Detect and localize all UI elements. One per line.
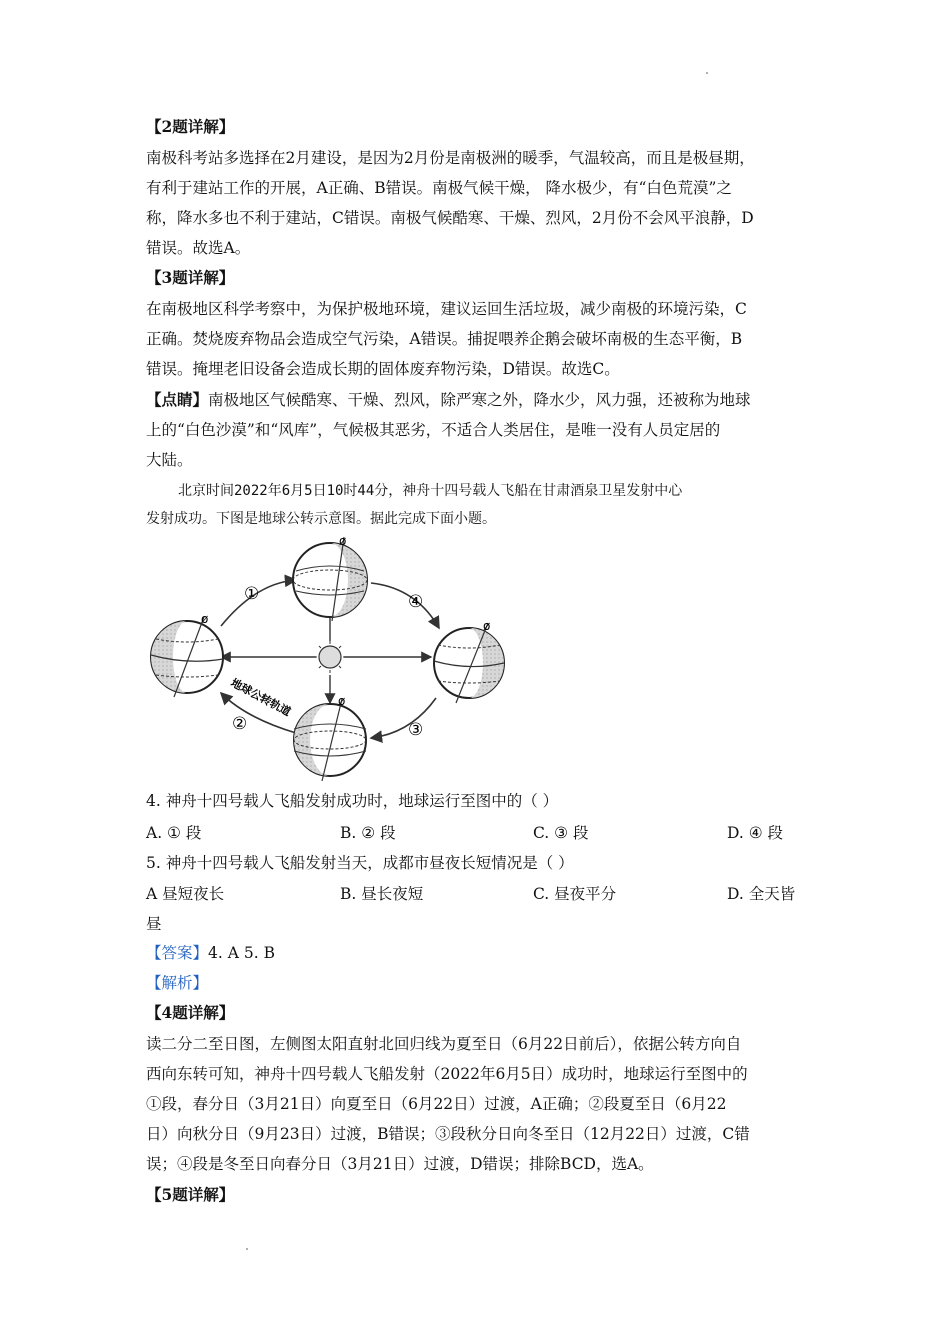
orbit-arc-3 [371,698,436,738]
sun-icon [314,641,346,673]
q4-option-a: A. ① 段 [146,824,202,842]
q4-option-d: D. ④ 段 [727,824,784,842]
q5-option-d-wrap: 昼 [146,915,162,933]
segment-label-1: ① [244,584,260,604]
q3-line-2: 正确。焚烧废弃物品会造成空气污染，A错误。捕捉喂养企鹅会破坏南极的生态平衡，B [146,330,743,348]
q2-line-3: 称，降水多也不利于建站，C错误。南极气候酷寒、干燥、烈风，2月份不会风平浪静，D [146,209,754,227]
intro-line-1: 北京时间2022年6月5日10时44分，神舟十四号载人飞船在甘肃酒泉卫星发射中心 [178,483,683,499]
analysis-label: 【解析】 [146,974,209,992]
segment-label-2: ② [232,714,248,734]
q5-option-b: B. 昼长夜短 [340,885,424,903]
axis-mark-left: ø [201,612,209,626]
segment-label-3: ③ [408,720,424,740]
q4-line-4: 日）向秋分日（9月23日）过渡，B错误；③段秋分日向冬至日（12月22日）过渡，C错 [146,1125,750,1143]
orbit-label: 地球公转轨道 [228,676,293,719]
q5-detail-header: 【5题详解】 [146,1185,235,1204]
answer-label: 【答案】 [146,944,209,962]
q4-line-1: 读二分二至日图，左侧图太阳直射北回归线为夏至日（6月22日前后），依据公转方向自 [146,1035,742,1053]
q3-detail-header: 【3题详解】 [146,268,235,287]
q3-line-3: 错误。掩埋老旧设备会造成长期的固体废弃物污染，D错误。故选C。 [146,360,620,378]
q5-option-c: C. 昼夜平分 [533,885,617,903]
q3-line-1: 在南极地区科学考察中，为保护极地环境，建议运回生活垃圾，减少南极的环境污染，C [146,300,747,318]
q4-option-b: B. ② 段 [340,824,396,842]
q4-detail-header: 【4题详解】 [146,1003,235,1022]
q4-line-2: 西向东转可知，神舟十四号载人飞船发射（2022年6月5日）成功时，地球运行至图中的 [146,1065,748,1083]
tip-line-3: 大陆。 [146,451,193,469]
q2-line-4: 错误。故选A。 [146,239,251,257]
axis-mark-bottom: ø [338,694,346,708]
q4-option-c: C. ③ 段 [533,824,589,842]
q5-option-d: D. 全天皆 [727,885,796,903]
q5-option-a: A 昼短夜长 [146,885,225,903]
globe-bottom [294,694,366,781]
segment-label-4: ④ [408,592,424,612]
tip-line-2: 上的“白色沙漠”和“风库”，气候极其恶劣，不适合人类居住，是唯一没有人员定居的 [146,421,721,439]
axis-mark-right: ø [483,619,491,633]
scan-speck-bottom [246,1248,248,1250]
globe-left [151,612,223,697]
answer-text: 4. A 5. B [208,944,275,962]
earth-revolution-diagram [146,533,556,783]
orbit-arc-4 [371,583,439,628]
q2-detail-header: 【2题详解】 [146,117,235,136]
answer-line [146,943,275,963]
tip-text-1: 南极地区气候酷寒、干燥、烈风，除严寒之外，降水少，风力强，还被称为地球 [208,391,751,409]
q4-stem: 4. 神舟十四号载人飞船发射成功时，地球运行至图中的（ ） [146,792,559,810]
scan-speck [706,72,708,74]
globe-right [434,619,504,703]
tip-label: 【点睛】 [146,390,209,409]
globe-top [293,534,367,621]
q4-line-3: ①段，春分日（3月21日）向夏至日（6月22日）过渡，A正确；②段夏至日（6月22 [146,1095,727,1113]
tip-line-1 [146,390,751,410]
intro-line-2: 发射成功。下图是地球公转示意图。据此完成下面小题。 [146,511,496,527]
q2-line-2: 有利于建站工作的开展，A正确、B错误。南极气候干燥， 降水极少，有“白色荒漠”之 [146,179,732,197]
q2-line-1: 南极科考站多选择在2月建设，是因为2月份是南极洲的暖季，气温较高，而且是极昼期， [146,149,755,167]
axis-mark-top: ø [339,534,347,548]
q5-stem: 5. 神舟十四号载人飞船发射当天，成都市昼夜长短情况是（ ） [146,854,574,872]
q4-line-5: 误；④段是冬至日向春分日（3月21日）过渡，D错误；排除BCD，选A。 [146,1155,654,1173]
